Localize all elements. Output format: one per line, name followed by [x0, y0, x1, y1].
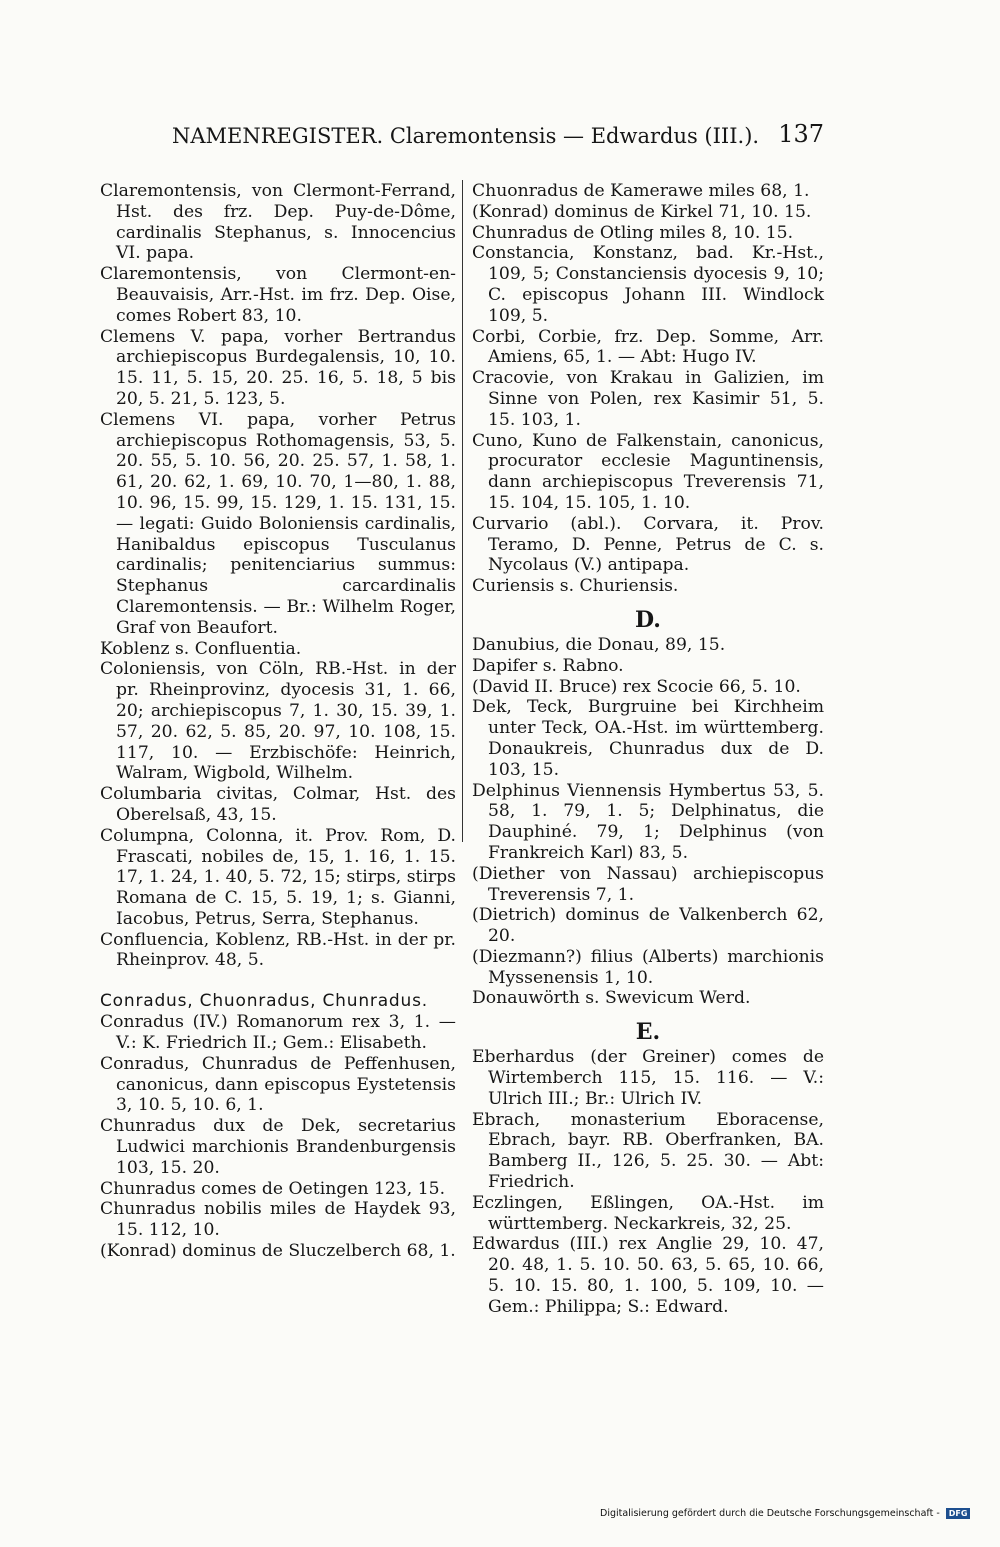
- index-entry: (David II. Bruce) rex Scocie 66, 5. 10.: [472, 676, 801, 697]
- page-number: 137: [778, 120, 824, 148]
- index-entry: Claremontensis, von Clermont-en-Beauvaisis, Arr.-Hst. im frz. Dep. Oise, comes Robert 83, 10.: [100, 264, 456, 326]
- index-entry: Columpna, Colonna, it. Prov. Rom, D. Frascati, nobiles de, 15, 1. 16, 1. 15. 17, 1. 24, 1. 40, 5. 72, 15; stirps, stirps Romana de C. 15, 5. 19, 1; s. Gianni, Iacobus, Petrus, Serra, Stephanus.: [100, 825, 456, 929]
- index-entry: Chunradus nobilis miles de Haydek 93, 15. 112, 10.: [100, 1199, 456, 1241]
- index-entry: Chunradus comes de Oetingen 123, 15.: [100, 1178, 446, 1199]
- section-heading-d: D.: [635, 606, 661, 633]
- index-entry: (Diezmann?) filius (Alberts) marchionis Myssenensis 1, 10.: [472, 946, 824, 988]
- index-entry: Donauwörth s. Swevicum Werd.: [472, 988, 751, 1009]
- index-entry: Clemens VI. papa, vorher Petrus archiepiscopus Rothomagensis, 53, 5. 20. 55, 5. 10. 56, 20. 25. 57, 1. 58, 1. 61, 20. 62, 1. 69, 10. 70, 1—80, 1. 88, 10. 96, 15. 99, 15. 129, 1. 15. 131, 15. — legati: Guido Boloniensis cardinalis, Hanibaldus episcopus Tusculanus cardinalis; penitenciarius summus: Stephanus carcardinalis Claremontensis. — Br.: Wilhelm Roger, Graf von Beaufort.: [100, 409, 456, 638]
- index-entry: Curiensis s. Churiensis.: [472, 576, 679, 597]
- index-entry: (Konrad) dominus de Kirkel 71, 10. 15.: [472, 201, 812, 222]
- right-column: [472, 181, 824, 1318]
- index-entry: Eczlingen, Eßlingen, OA.-Hst. im württemberg. Neckarkreis, 32, 25.: [472, 1192, 824, 1234]
- index-entry: Conradus (IV.) Romanorum rex 3, 1. — V.: K. Friedrich II.; Gem.: Elisabeth.: [100, 1012, 456, 1054]
- left-column: [100, 181, 456, 1262]
- index-entry: Constancia, Konstanz, bad. Kr.-Hst., 109, 5; Constanciensis dyocesis 9, 10; C. episcopus Johann III. Windlock 109, 5.: [472, 243, 824, 326]
- index-entry: Edwardus (III.) rex Anglie 29, 10. 47, 20. 48, 1. 5. 10. 50. 63, 5. 65, 10. 66, 5. 10. 15. 80, 1. 100, 5. 109, 10. — Gem.: Philippa; S.: Edward.: [472, 1234, 824, 1317]
- conradus-heading: Conradus, Chuonradus, Chunradus.: [100, 991, 428, 1012]
- digitization-footer: [600, 1508, 970, 1519]
- index-entry: Danubius, die Donau, 89, 15.: [472, 634, 726, 655]
- section-heading-e: E.: [635, 1019, 661, 1046]
- index-entry: Cracovie, von Krakau in Galizien, im Sinne von Polen, rex Kasimir 51, 5. 15. 103, 1.: [472, 368, 824, 430]
- index-entry: Confluencia, Koblenz, RB.-Hst. in der pr. Rheinprov. 48, 5.: [100, 929, 456, 971]
- index-entry: Clemens V. papa, vorher Bertrandus archiepiscopus Burdegalensis, 10, 10. 15. 11, 5. 15, 20. 25. 16, 5. 18, 5 bis 20, 5. 21, 5. 123, 5.: [100, 326, 456, 409]
- footer-text: Digitalisierung gefördert durch die Deutsche Forschungsgemeinschaft -: [600, 1508, 940, 1519]
- index-entry: Coloniensis, von Cöln, RB.-Hst. in der pr. Rheinprovinz, dyocesis 31, 1. 66, 20; archiepiscopus 7, 1. 30, 15. 39, 1. 57, 20. 62, 5. 85, 20. 97, 10. 108, 15. 117, 10. — Erzbischöfe: Heinrich, Walram, Wigbold, Wilhelm.: [100, 659, 456, 784]
- index-entry: Chuonradus de Kamerawe miles 68, 1.: [472, 181, 810, 201]
- running-header: [172, 122, 824, 150]
- index-entry: Claremontensis, von Clermont-Ferrand, Hst. des frz. Dep. Puy-de-Dôme, cardinalis Stephanus, s. Innocencius VI. papa.: [100, 181, 456, 264]
- index-entry: Chunradus dux de Dek, secretarius Ludwici marchionis Brandenburgensis 103, 15. 20.: [100, 1116, 456, 1178]
- index-entry: (Dietrich) dominus de Valkenberch 62, 20.: [472, 905, 824, 947]
- index-entry: Dek, Teck, Burgruine bei Kirchheim unter Teck, OA.-Hst. im württemberg. Donaukreis, Chunradus dux de D. 103, 15.: [472, 697, 824, 780]
- column-divider: [462, 180, 463, 842]
- index-entry: Koblenz s. Confluentia.: [100, 638, 302, 659]
- index-entry: Columbaria civitas, Colmar, Hst. des Oberelsaß, 43, 15.: [100, 784, 456, 825]
- index-entry: Ebrach, monasterium Eboracense, Ebrach, bayr. RB. Oberfranken, BA. Bamberg II., 126, 5. 25. 30. — Abt: Friedrich.: [472, 1109, 824, 1193]
- index-entry: Curvario (abl.). Corvara, it. Prov. Teramo, D. Penne, Petrus de C. s. Nycolaus (V.) antipapa.: [472, 513, 824, 576]
- index-entry: Chunradus de Otling miles 8, 10. 15.: [472, 222, 794, 243]
- index-entry: (Konrad) dominus de Sluczelberch 68, 1.: [100, 1241, 456, 1262]
- index-entry: Dapifer s. Rabno.: [472, 655, 624, 676]
- index-entry: Eberhardus (der Greiner) comes de Wirtemberch 115, 15. 116. — V.: Ulrich III.; Br.: Ulrich IV.: [472, 1047, 824, 1109]
- index-entry: (Diether von Nassau) archiepiscopus Treverensis 7, 1.: [472, 863, 824, 905]
- dfg-logo: DFG: [946, 1508, 971, 1519]
- index-entry: Conradus, Chunradus de Peffenhusen, canonicus, dann episcopus Eystetensis 3, 10. 5, 10. 6, 1.: [100, 1053, 456, 1116]
- index-entry: Cuno, Kuno de Falkenstain, canonicus, procurator ecclesie Maguntinensis, dann archiepiscopus Treverensis 71, 15. 104, 15. 105, 1. 10.: [472, 430, 824, 513]
- index-entry: Corbi, Corbie, frz. Dep. Somme, Arr. Amiens, 65, 1. — Abt: Hugo IV.: [472, 326, 824, 368]
- index-entry: Delphinus Viennensis Hymbertus 53, 5. 58, 1. 79, 1. 5; Delphinatus, die Dauphiné. 79, 1; Delphinus (von Frankreich Karl) 83, 5.: [472, 780, 824, 863]
- header-title: NAMENREGISTER. Claremontensis — Edwardus (III.).: [172, 124, 760, 148]
